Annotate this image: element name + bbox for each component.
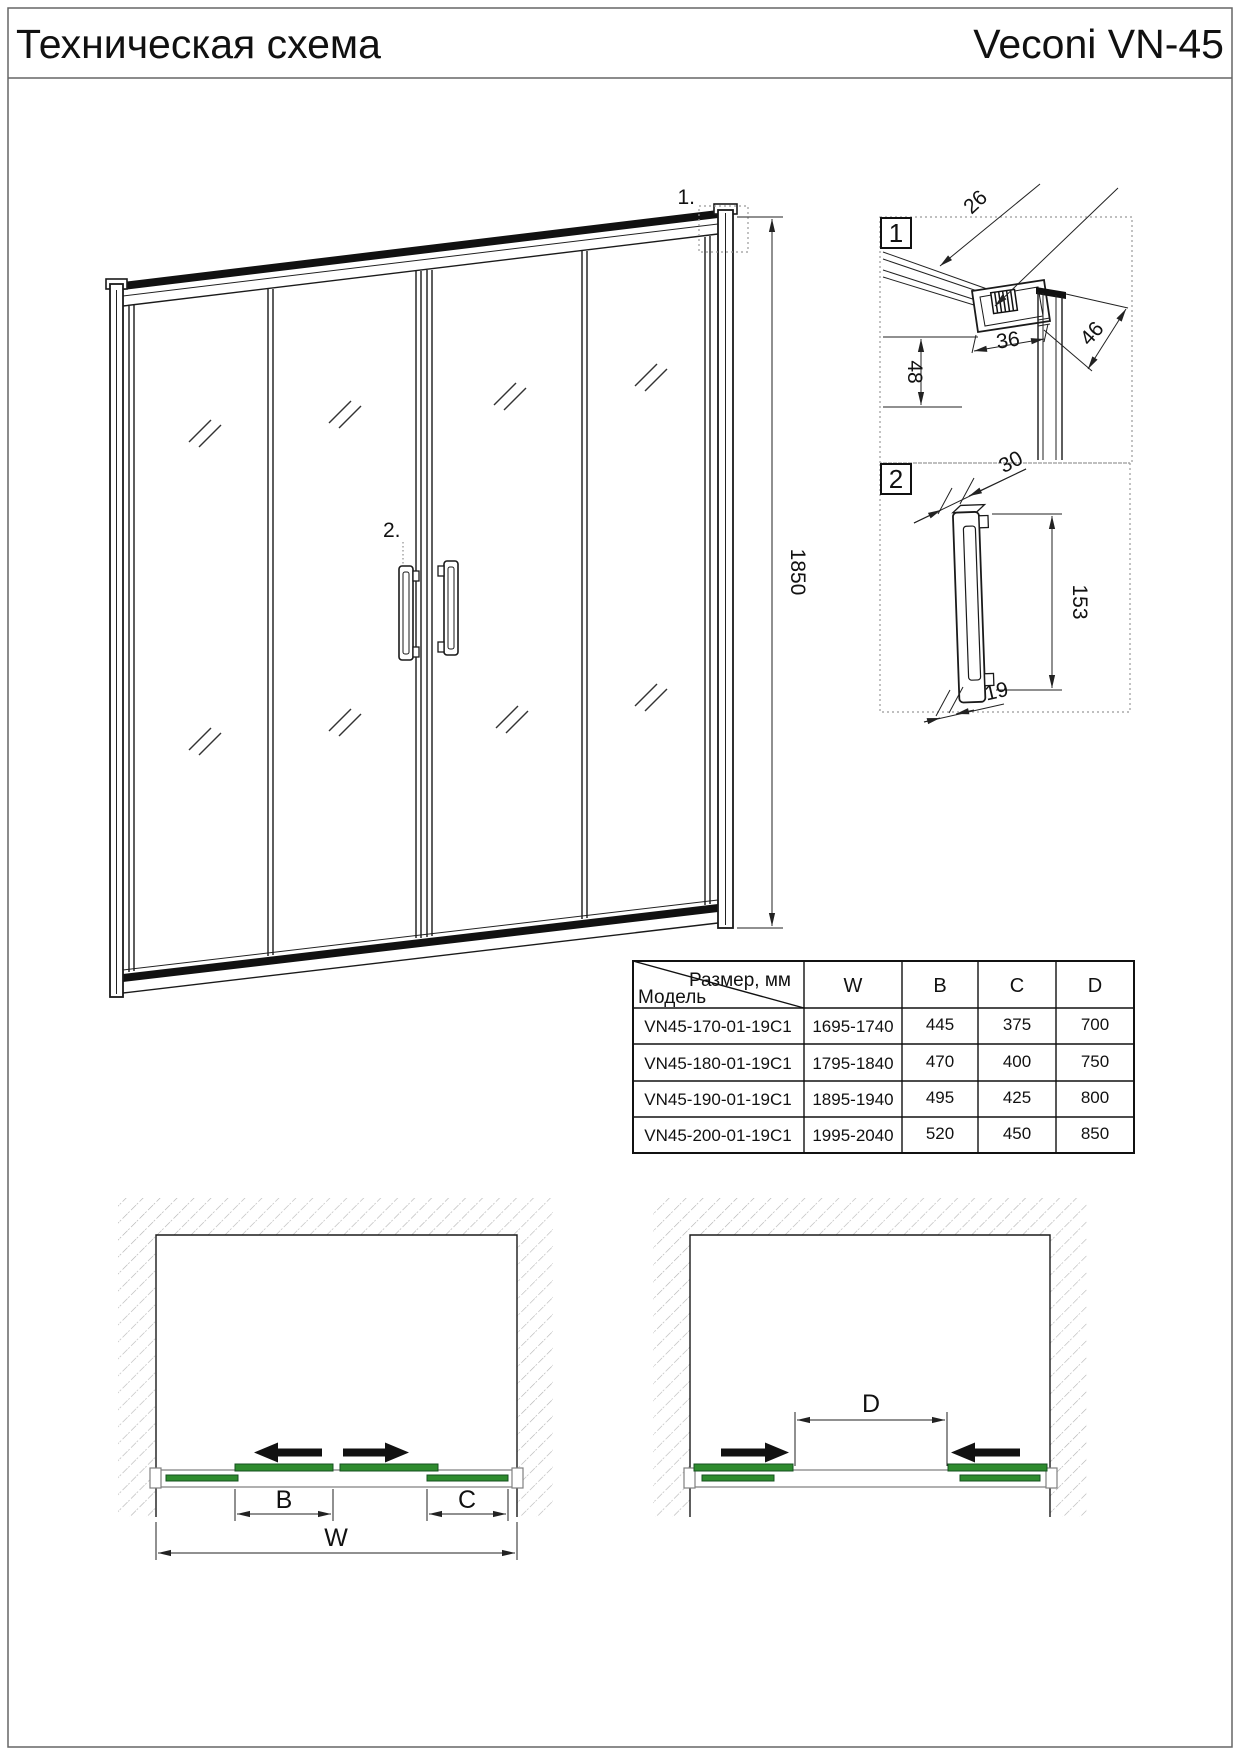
cell-model: VN45-180-01-19C1 — [644, 1054, 792, 1073]
table-col-c: C — [1009, 975, 1025, 997]
table-col-d: D — [1087, 975, 1103, 997]
cell-d: 750 — [1080, 1052, 1110, 1071]
cell-model: VN45-170-01-19C1 — [644, 1017, 792, 1036]
cell-model: VN45-200-01-19C1 — [644, 1126, 792, 1145]
wall-hatch — [118, 1198, 553, 1517]
dim-48 — [883, 337, 978, 407]
height-dim-label: 1850 — [786, 548, 809, 596]
callout-1-label: 1. — [677, 186, 695, 209]
dim-c — [427, 1486, 508, 1521]
main-door-view — [106, 186, 809, 997]
table-col-b: B — [933, 975, 947, 997]
cell-c: 425 — [1002, 1088, 1032, 1107]
sill-end-cap — [150, 1468, 161, 1488]
detail-2-border — [880, 463, 1130, 712]
sill-end-cap — [512, 1468, 523, 1488]
detail-1-label: 1 — [888, 218, 904, 248]
dim-26-label: 26 — [959, 185, 992, 219]
right-door-handle — [438, 561, 458, 655]
dim-w — [156, 1522, 517, 1560]
right-stack-outer-panel — [960, 1475, 1040, 1481]
dim-36-label: 36 — [994, 327, 1022, 354]
roller-block — [991, 289, 1018, 313]
cell-d: 800 — [1080, 1088, 1110, 1107]
dim-153 — [992, 514, 1091, 690]
dim-b-label: B — [275, 1486, 293, 1514]
slide-right-arrow — [343, 1443, 409, 1463]
cell-w: 1895-1940 — [812, 1090, 894, 1109]
cell-c: 450 — [1002, 1124, 1032, 1143]
slide-left-arrow — [254, 1443, 322, 1463]
cell-d: 700 — [1080, 1015, 1110, 1034]
glass-panels-closed — [166, 1464, 508, 1481]
panel-dividers — [129, 236, 710, 972]
cell-model: VN45-190-01-19C1 — [644, 1090, 792, 1109]
table-corner-size: Размер, мм — [689, 970, 791, 991]
open-doors-plan — [653, 1198, 1087, 1517]
slide-left-arrow — [951, 1443, 1020, 1463]
glass-panels-open — [694, 1464, 1047, 1481]
glass-shine-marks — [189, 364, 667, 755]
cell-w: 1995-2040 — [812, 1126, 894, 1145]
cell-b: 495 — [925, 1088, 955, 1107]
outer-right-panel — [427, 1475, 508, 1481]
handle-detail-drawing — [953, 505, 995, 703]
closed-doors-plan — [118, 1198, 553, 1560]
dim-b — [235, 1486, 333, 1521]
inner-right-panel — [340, 1464, 438, 1471]
callout-2-label: 2. — [383, 519, 401, 542]
detail-2 — [880, 447, 1130, 722]
product-name: Veconi VN-45 — [973, 21, 1224, 67]
dim-30-label: 30 — [995, 446, 1027, 478]
dim-46 — [1044, 294, 1128, 371]
outer-left-panel — [166, 1475, 238, 1481]
sill-end-cap — [1046, 1468, 1057, 1488]
cell-w: 1795-1840 — [812, 1054, 894, 1073]
cell-c: 400 — [1002, 1052, 1032, 1071]
inner-left-panel — [235, 1464, 333, 1471]
cell-b: 445 — [925, 1015, 955, 1034]
dim-153-label: 153 — [1068, 584, 1091, 620]
size-table — [633, 961, 1134, 1153]
left-stack-inner-panel — [694, 1464, 793, 1471]
cell-b: 470 — [925, 1052, 955, 1071]
cell-c: 375 — [1002, 1015, 1032, 1034]
dim-c-label: C — [457, 1486, 477, 1514]
dim-19-label: 19 — [982, 677, 1011, 706]
dim-46-label: 46 — [1075, 317, 1109, 351]
table-corner-model: Модель — [638, 987, 707, 1008]
page-title: Техническая схема — [16, 21, 381, 67]
door-handles — [399, 561, 458, 660]
table-col-w: W — [843, 975, 863, 997]
cell-w: 1695-1740 — [812, 1017, 894, 1036]
dim-d — [795, 1390, 947, 1466]
cell-b: 520 — [925, 1124, 955, 1143]
sill-end-cap — [684, 1468, 695, 1488]
height-dimension — [737, 217, 809, 928]
dim-48-label: 48 — [903, 360, 926, 384]
slide-right-arrow — [721, 1443, 789, 1463]
detail-1 — [880, 184, 1132, 463]
right-stack-inner-panel — [948, 1464, 1047, 1471]
dim-w-label: W — [324, 1524, 348, 1552]
detail-2-label: 2 — [888, 464, 904, 494]
cell-d: 850 — [1080, 1124, 1110, 1143]
left-stack-outer-panel — [702, 1475, 774, 1481]
dim-d-label: D — [861, 1390, 881, 1418]
